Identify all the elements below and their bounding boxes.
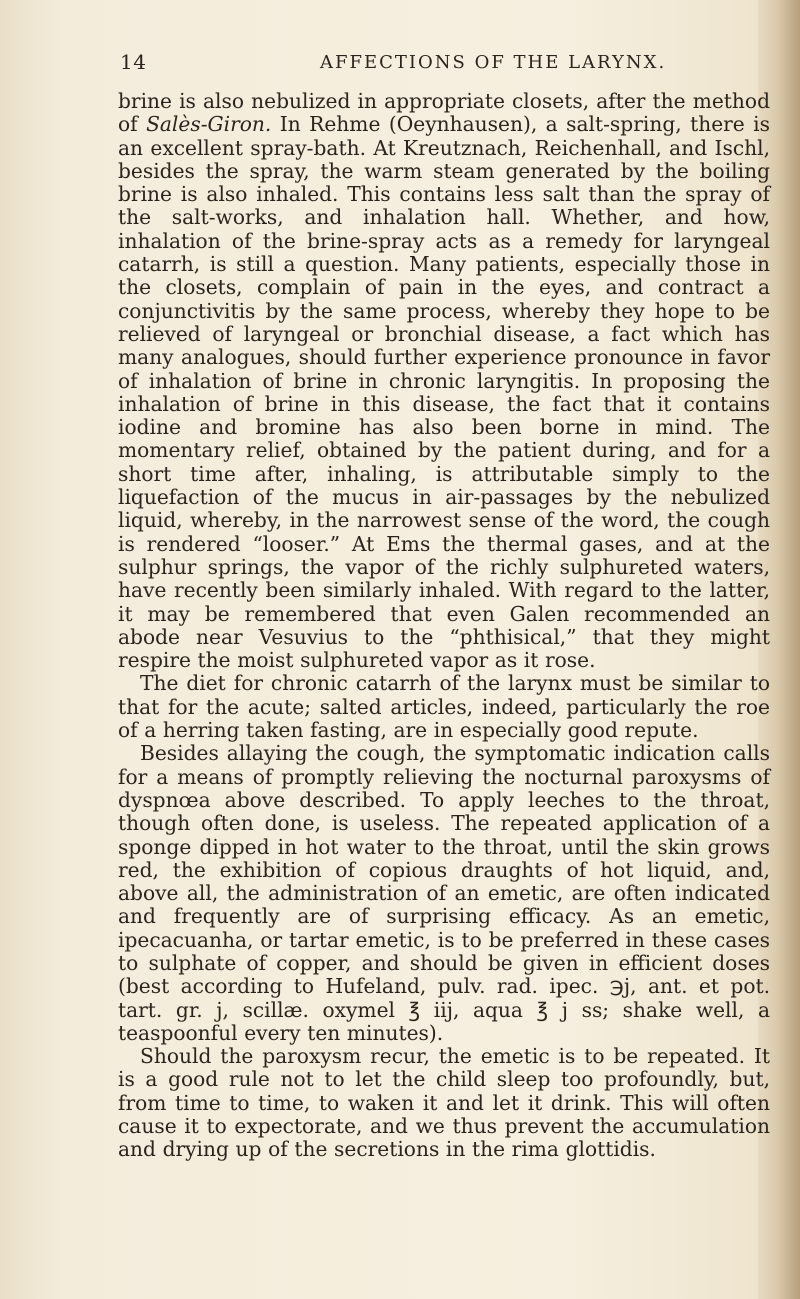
paragraph-1-after: In Rehme (Oeynhausen), a salt-spring, there is an excellent spray-bath. At Kreutznach, Reichenhall, and Ischl, besides the spray, the warm steam generated by the boiling brine is also inhaled. This contains less salt than the spray of the salt-works, and inhalation hall. Whether, and how, inhalation of the brine-spray acts as a remedy for laryngeal catarrh, is still a question. Many patients, especially those in the closets, complain of pain in the eyes, and contract a conjunctivitis by the same process, whereby they hope to be relieved of laryngeal or bronchial disease, a fact which has many analogues, should further experience pronounce in favor of inhalation of brine in chronic laryngitis. In proposing the inhalation of brine in this disease, the fact that it contains iodine and bromine has also been borne in mind. The momentary relief, obtained by the patient during, and for a short time after, inhaling, is attributable simply to the liquefaction of the mucus in air-passages by the nebulized liquid, whereby, in the narrowest sense of the word, the cough is rendered “looser.” At Ems the thermal gases, and at the sulphur springs, the vapor of the richly sulphureted waters, have recently been similarly inhaled. With regard to the latter, it may be remembered that even Galen recommended an abode near Vesuvius to the “phthisical,” that they might respire the moist sulphureted vapor as it rose. <box>118 112 770 673</box>
paragraph-4: Should the paroxysm recur, the emetic is to be repeated. It is a good rule not to let the child sleep too profoundly, but, from time to time, to waken it and let it drink. This will often cause it to expectorate, and we thus prevent the accumulation and drying up of the secretions in the rima glottidis. <box>118 1044 770 1162</box>
page-header <box>120 50 760 80</box>
paragraph-1 <box>118 90 770 672</box>
italic-name: Salès-Giron. <box>146 112 272 137</box>
page-number: 14 <box>120 50 147 74</box>
paragraph-2: The diet for chronic catarrh of the larynx must be similar to that for the acute; salted articles, indeed, particularly the roe of a herring taken fasting, are in especially good repute. <box>118 671 770 743</box>
running-head: AFFECTIONS OF THE LARYNX. <box>320 52 667 73</box>
paragraph-3: Besides allaying the cough, the symptomatic indication calls for a means of promptly relieving the nocturnal paroxysms of dyspnœa above described. To apply leeches to the throat, though often done, is useless. The repeated application of a sponge dipped in hot water to the throat, until the skin grows red, the exhibition of copious draughts of hot liquid, and, above all, the administration of an emetic, are often indicated and frequently are of surprising efficacy. As an emetic, ipecacuanha, or tartar emetic, is to be preferred in these cases to sulphate of copper, and should be given in efficient doses (best according to Hufeland, pulv. rad. ipec. ℈j, ant. et pot. tart. gr. j, scillæ. oxymel ℥ iij, aqua ℥ j ss; shake well, a teaspoonful every ten minutes). <box>118 741 770 1045</box>
page-body <box>118 90 770 1162</box>
paragraph-1-before: brine is also nebulized in appropriate closets, after the method of <box>118 89 770 137</box>
